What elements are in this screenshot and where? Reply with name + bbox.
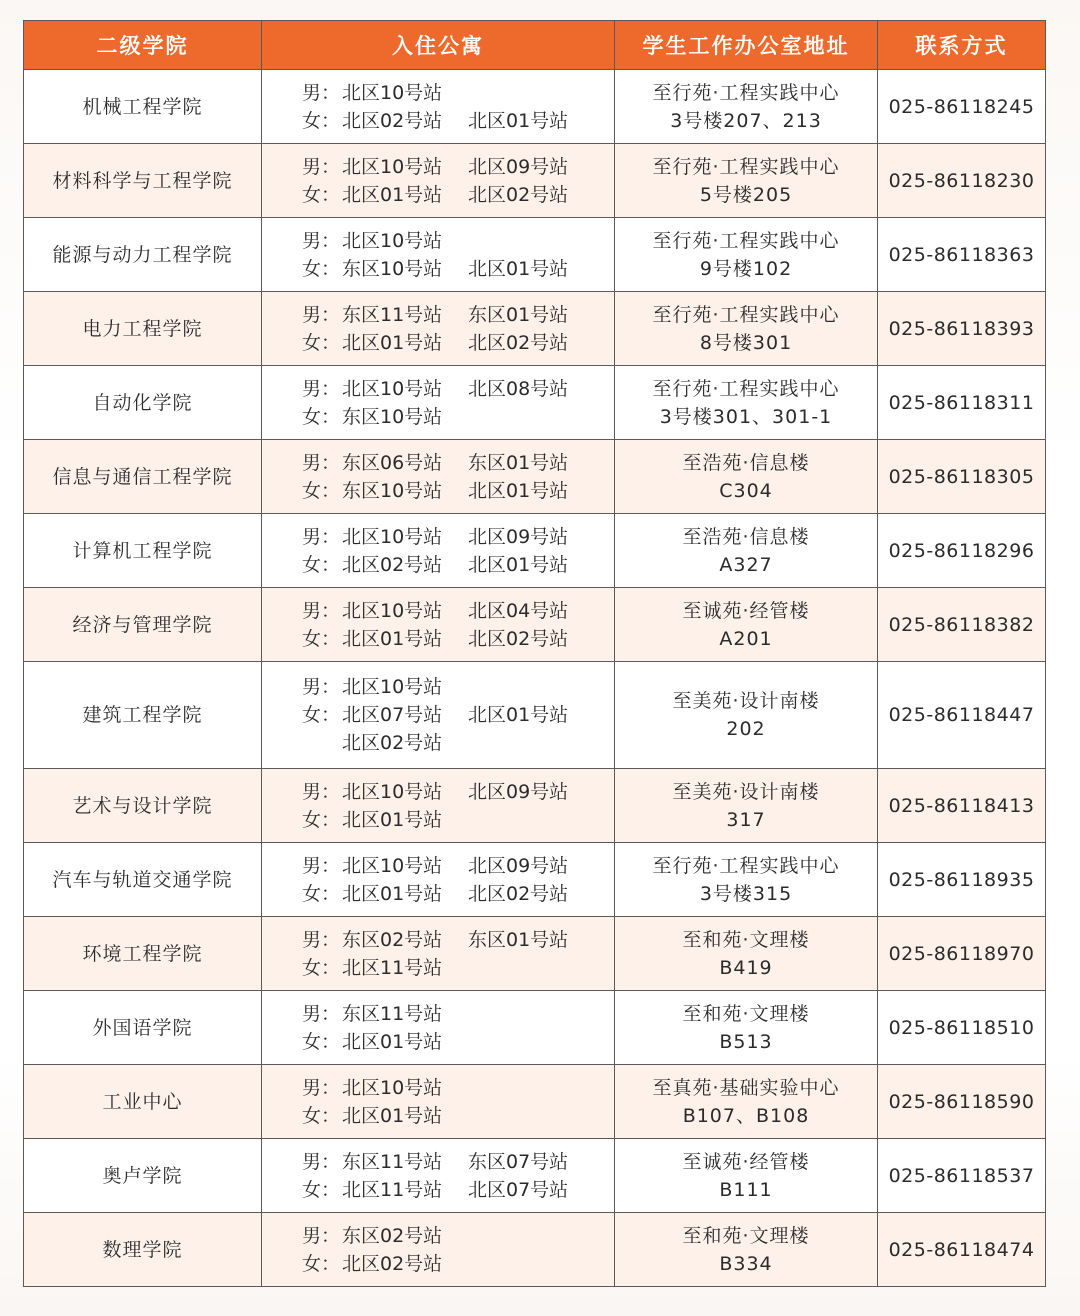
table-row — [24, 843, 1046, 917]
dormitory-cell — [262, 917, 615, 991]
gender-label: 女： — [302, 479, 341, 502]
office-building: 至浩苑·信息楼 — [682, 525, 810, 548]
phone-number-cell: 025-86118230 — [878, 144, 1046, 218]
gender-label: 女： — [302, 704, 341, 726]
dormitory-cell — [262, 991, 615, 1065]
gender-label: 女： — [302, 627, 341, 650]
dormitory-line — [302, 153, 614, 181]
office-room: 202 — [726, 718, 766, 740]
station-label: 北区10号站 — [342, 854, 443, 877]
phone-number-cell: 025-86118305 — [878, 440, 1046, 514]
college-name-cell: 信息与通信工程学院 — [24, 440, 262, 514]
dormitory-line — [302, 403, 614, 431]
college-name-cell: 计算机工程学院 — [24, 514, 262, 588]
gender-label: 女： — [302, 331, 341, 354]
station-label: 北区01号站 — [342, 882, 443, 905]
table-row — [24, 144, 1046, 218]
college-name-cell: 能源与动力工程学院 — [24, 218, 262, 292]
office-room: 3号楼301、301-1 — [659, 405, 833, 428]
office-building: 至和苑·文理楼 — [682, 1002, 810, 1025]
office-room: 3号楼207、213 — [670, 109, 822, 132]
office-room: A201 — [719, 627, 773, 650]
office-building: 至行苑·工程实践中心 — [652, 155, 840, 178]
dormitory-cell — [262, 144, 615, 218]
gender-label: 男： — [302, 854, 341, 877]
station-label: 北区09号站 — [468, 854, 569, 877]
station-label: 北区10号站 — [342, 599, 443, 622]
station-label: 北区11号站 — [342, 1178, 443, 1201]
college-name-cell: 建筑工程学院 — [24, 662, 262, 769]
dormitory-cell — [262, 1065, 615, 1139]
station-label: 北区01号站 — [468, 257, 569, 280]
dormitory-line — [302, 329, 614, 357]
station-label: 北区10号站 — [342, 1076, 443, 1099]
table-row — [24, 292, 1046, 366]
station-label: 东区01号站 — [468, 303, 569, 326]
station-label: 北区08号站 — [468, 377, 569, 400]
dormitory-line — [302, 551, 614, 579]
office-building: 至行苑·工程实践中心 — [652, 81, 840, 104]
college-name-cell: 工业中心 — [24, 1065, 262, 1139]
phone-number-cell: 025-86118296 — [878, 514, 1046, 588]
station-label: 东区07号站 — [468, 1150, 569, 1173]
office-address-cell — [615, 917, 878, 991]
table-row — [24, 1213, 1046, 1287]
station-label: 北区01号站 — [342, 331, 443, 354]
gender-label: 男： — [302, 451, 341, 474]
gender-label: 男： — [302, 377, 341, 400]
dormitory-line — [302, 1074, 614, 1102]
station-label: 北区01号站 — [468, 553, 569, 576]
dormitory-cell — [262, 366, 615, 440]
office-room: B419 — [719, 956, 773, 979]
station-label: 北区01号站 — [468, 704, 569, 726]
table-row — [24, 1139, 1046, 1213]
office-address-cell — [615, 843, 878, 917]
office-address-cell — [615, 1213, 878, 1287]
gender-label: 男： — [302, 780, 341, 803]
station-label: 北区10号站 — [342, 155, 443, 178]
dormitory-line — [302, 523, 614, 551]
office-address-cell — [615, 769, 878, 843]
header-office-address: 学生工作办公室地址 — [615, 21, 878, 70]
gender-label: 女： — [302, 882, 341, 905]
dormitory-cell — [262, 292, 615, 366]
table-row — [24, 588, 1046, 662]
dormitory-cell — [262, 769, 615, 843]
phone-number-cell: 025-86118447 — [878, 662, 1046, 769]
station-label: 北区02号站 — [342, 553, 443, 576]
dormitory-cell — [262, 514, 615, 588]
dormitory-cell — [262, 440, 615, 514]
college-name-cell: 自动化学院 — [24, 366, 262, 440]
office-building: 至和苑·文理楼 — [682, 928, 810, 951]
station-label: 东区10号站 — [342, 257, 443, 280]
phone-number-cell: 025-86118393 — [878, 292, 1046, 366]
table-row — [24, 991, 1046, 1065]
office-building: 至诚苑·经管楼 — [682, 1150, 810, 1173]
office-room: 5号楼205 — [699, 183, 793, 206]
station-label: 北区10号站 — [342, 525, 443, 548]
office-address-cell — [615, 218, 878, 292]
gender-label: 男： — [302, 525, 341, 548]
station-label: 北区02号站 — [342, 109, 443, 132]
office-building: 至浩苑·信息楼 — [682, 451, 810, 474]
station-label: 东区11号站 — [342, 1150, 443, 1173]
college-name-cell: 外国语学院 — [24, 991, 262, 1065]
station-label: 东区01号站 — [468, 928, 569, 951]
station-label: 北区02号站 — [468, 183, 569, 206]
dormitory-cell — [262, 70, 615, 144]
station-label: 北区10号站 — [342, 780, 443, 803]
station-label: 北区01号站 — [342, 1104, 443, 1127]
college-name-cell: 经济与管理学院 — [24, 588, 262, 662]
dormitory-line — [302, 107, 614, 135]
phone-number-cell: 025-86118474 — [878, 1213, 1046, 1287]
dormitory-line — [302, 1028, 614, 1056]
dormitory-line — [302, 375, 614, 403]
gender-label: 男： — [302, 928, 341, 951]
station-label: 北区10号站 — [342, 676, 443, 698]
dormitory-line — [302, 477, 614, 505]
dormitory-line — [302, 227, 614, 255]
office-address-cell — [615, 440, 878, 514]
station-label: 北区07号站 — [342, 704, 443, 726]
college-name-cell: 电力工程学院 — [24, 292, 262, 366]
table-row — [24, 769, 1046, 843]
dormitory-cell — [262, 843, 615, 917]
dormitory-line — [302, 852, 614, 880]
office-address-cell — [615, 1065, 878, 1139]
office-room: B513 — [719, 1030, 773, 1053]
station-label: 北区02号站 — [342, 732, 443, 754]
office-room: B111 — [719, 1178, 773, 1201]
gender-label: 女： — [302, 1252, 341, 1275]
office-address-cell — [615, 662, 878, 769]
dormitory-line — [302, 673, 614, 701]
phone-number-cell: 025-86118590 — [878, 1065, 1046, 1139]
gender-label: 女： — [302, 1104, 341, 1127]
dormitory-cell — [262, 218, 615, 292]
dormitory-line — [302, 880, 614, 908]
gender-label: 女： — [302, 553, 341, 576]
dormitory-line — [302, 1222, 614, 1250]
college-info-table-container — [23, 20, 1045, 1287]
dormitory-line — [302, 1148, 614, 1176]
dormitory-line — [302, 79, 614, 107]
station-label: 北区01号站 — [342, 1030, 443, 1053]
office-building: 至真苑·基础实验中心 — [652, 1076, 840, 1099]
dormitory-line — [302, 449, 614, 477]
dormitory-line — [302, 926, 614, 954]
station-label: 北区01号站 — [342, 627, 443, 650]
table-row — [24, 662, 1046, 769]
dormitory-line — [302, 778, 614, 806]
office-building: 至和苑·文理楼 — [682, 1224, 810, 1247]
table-body — [24, 70, 1046, 1287]
table-row — [24, 440, 1046, 514]
dormitory-line — [302, 806, 614, 834]
gender-label: 女： — [302, 405, 341, 428]
office-address-cell — [615, 588, 878, 662]
table-row — [24, 917, 1046, 991]
station-label: 北区02号站 — [468, 882, 569, 905]
college-name-cell: 奥卢学院 — [24, 1139, 262, 1213]
station-label: 北区04号站 — [468, 599, 569, 622]
station-label: 东区06号站 — [342, 451, 443, 474]
gender-label: 男： — [302, 1150, 341, 1173]
office-building: 至行苑·工程实践中心 — [652, 377, 840, 400]
gender-label: 男： — [302, 155, 341, 178]
dormitory-cell — [262, 1139, 615, 1213]
station-label: 北区10号站 — [342, 377, 443, 400]
office-building: 至行苑·工程实践中心 — [652, 854, 840, 877]
college-name-cell: 汽车与轨道交通学院 — [24, 843, 262, 917]
phone-number-cell: 025-86118311 — [878, 366, 1046, 440]
office-building: 至行苑·工程实践中心 — [652, 229, 840, 252]
station-label: 北区01号站 — [468, 479, 569, 502]
dormitory-line — [302, 701, 614, 729]
office-room: B107、B108 — [682, 1104, 810, 1127]
office-address-cell — [615, 292, 878, 366]
dormitory-line — [302, 255, 614, 283]
station-label: 北区02号站 — [468, 331, 569, 354]
phone-number-cell: 025-86118935 — [878, 843, 1046, 917]
table-row — [24, 1065, 1046, 1139]
station-label: 东区11号站 — [342, 303, 443, 326]
office-room: 9号楼102 — [699, 257, 793, 280]
gender-label: 男： — [302, 676, 341, 698]
dormitory-cell — [262, 1213, 615, 1287]
table-row — [24, 366, 1046, 440]
office-room: 8号楼301 — [699, 331, 793, 354]
station-label: 北区01号站 — [342, 808, 443, 831]
dormitory-line — [302, 1176, 614, 1204]
gender-label: 男： — [302, 1224, 341, 1247]
station-label: 东区01号站 — [468, 451, 569, 474]
dormitory-line — [302, 181, 614, 209]
phone-number-cell: 025-86118510 — [878, 991, 1046, 1065]
gender-label: 女： — [302, 956, 341, 979]
station-label: 北区11号站 — [342, 956, 443, 979]
office-room: A327 — [719, 553, 773, 576]
college-name-cell: 数理学院 — [24, 1213, 262, 1287]
phone-number-cell: 025-86118537 — [878, 1139, 1046, 1213]
table-header-row — [24, 21, 1046, 70]
office-room: 317 — [726, 808, 766, 831]
dormitory-line — [302, 301, 614, 329]
table-row — [24, 514, 1046, 588]
office-building: 至美苑·设计南楼 — [672, 780, 820, 803]
office-room: C304 — [719, 479, 773, 502]
dormitory-cell — [262, 588, 615, 662]
gender-label: 女： — [302, 257, 341, 280]
station-label: 东区11号站 — [342, 1002, 443, 1025]
gender-label: 女： — [302, 1030, 341, 1053]
station-label: 北区10号站 — [342, 81, 443, 104]
station-label: 北区01号站 — [342, 183, 443, 206]
office-building: 至诚苑·经管楼 — [682, 599, 810, 622]
station-label: 东区10号站 — [342, 405, 443, 428]
dormitory-cell — [262, 662, 615, 769]
college-info-table — [23, 20, 1046, 1287]
header-contact: 联系方式 — [878, 21, 1046, 70]
phone-number-cell: 025-86118413 — [878, 769, 1046, 843]
gender-label: 男： — [302, 1076, 341, 1099]
phone-number-cell: 025-86118970 — [878, 917, 1046, 991]
office-address-cell — [615, 144, 878, 218]
station-label: 北区09号站 — [468, 780, 569, 803]
gender-label: 男： — [302, 303, 341, 326]
office-building: 至行苑·工程实践中心 — [652, 303, 840, 326]
gender-label: 男： — [302, 599, 341, 622]
station-label: 东区02号站 — [342, 928, 443, 951]
dormitory-line — [302, 729, 614, 757]
station-label: 东区10号站 — [342, 479, 443, 502]
table-row — [24, 70, 1046, 144]
college-name-cell: 机械工程学院 — [24, 70, 262, 144]
gender-label: 女： — [302, 109, 341, 132]
station-label: 北区07号站 — [468, 1178, 569, 1201]
dormitory-line — [302, 1250, 614, 1278]
phone-number-cell: 025-86118363 — [878, 218, 1046, 292]
dormitory-line — [302, 954, 614, 982]
dormitory-line — [302, 1000, 614, 1028]
college-name-cell: 材料科学与工程学院 — [24, 144, 262, 218]
gender-label: 男： — [302, 81, 341, 104]
dormitory-line — [302, 1102, 614, 1130]
phone-number-cell: 025-86118245 — [878, 70, 1046, 144]
office-address-cell — [615, 70, 878, 144]
office-building: 至美苑·设计南楼 — [672, 690, 820, 712]
station-label: 北区01号站 — [468, 109, 569, 132]
phone-number-cell: 025-86118382 — [878, 588, 1046, 662]
office-address-cell — [615, 991, 878, 1065]
header-dormitory: 入住公寓 — [262, 21, 615, 70]
station-label: 北区09号站 — [468, 525, 569, 548]
office-address-cell — [615, 366, 878, 440]
college-name-cell: 环境工程学院 — [24, 917, 262, 991]
gender-label: 男： — [302, 229, 341, 252]
station-label: 北区10号站 — [342, 229, 443, 252]
station-label: 北区02号站 — [468, 627, 569, 650]
gender-label: 女： — [302, 808, 341, 831]
office-room: B334 — [719, 1252, 773, 1275]
gender-label: 女： — [302, 1178, 341, 1201]
college-name-cell: 艺术与设计学院 — [24, 769, 262, 843]
header-college: 二级学院 — [24, 21, 262, 70]
office-address-cell — [615, 514, 878, 588]
table-row — [24, 218, 1046, 292]
gender-label: 男： — [302, 1002, 341, 1025]
dormitory-line — [302, 625, 614, 653]
station-label: 东区02号站 — [342, 1224, 443, 1247]
station-label: 北区09号站 — [468, 155, 569, 178]
office-room: 3号楼315 — [699, 882, 793, 905]
gender-label: 女： — [302, 183, 341, 206]
station-label: 北区02号站 — [342, 1252, 443, 1275]
office-address-cell — [615, 1139, 878, 1213]
dormitory-line — [302, 597, 614, 625]
